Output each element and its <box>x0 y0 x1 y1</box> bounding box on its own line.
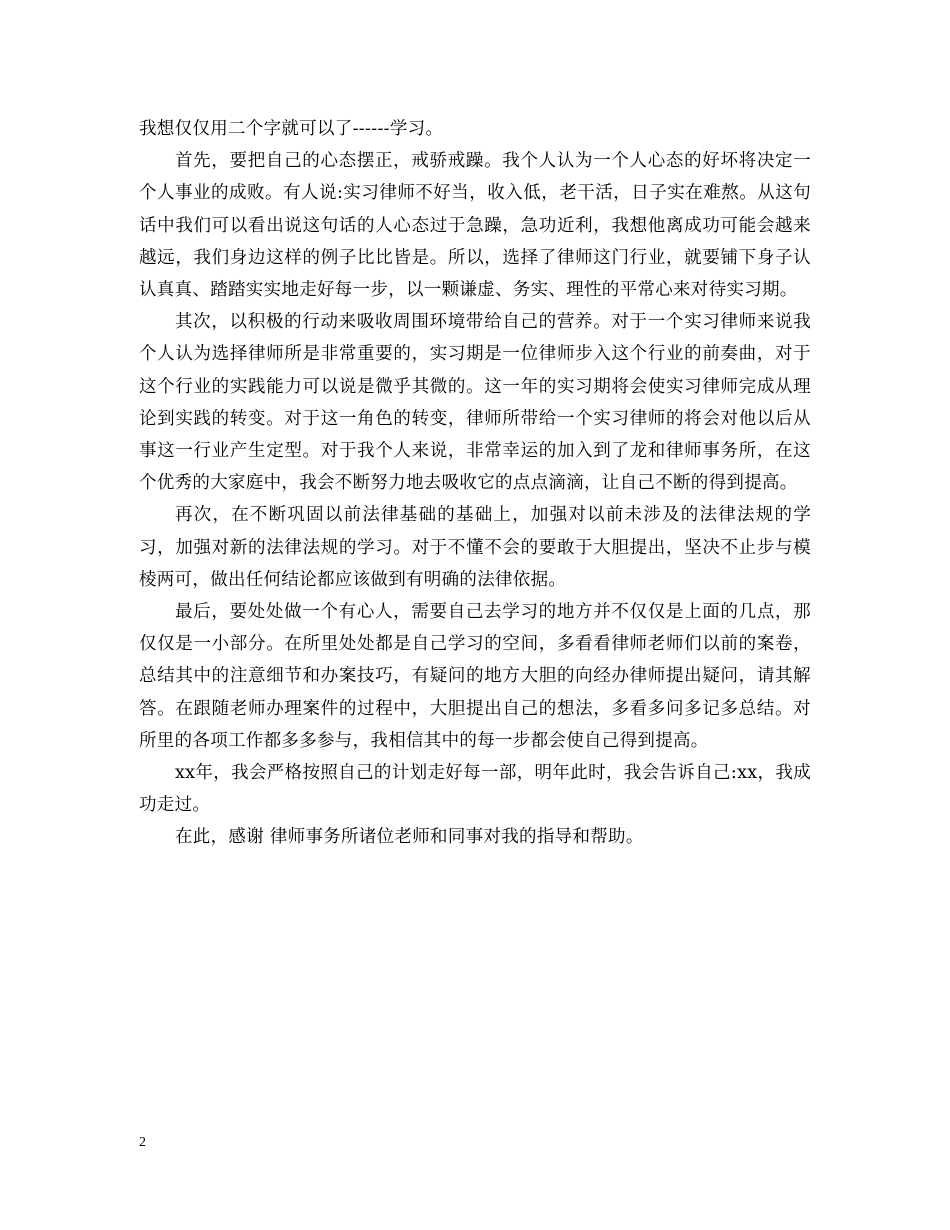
paragraph-first: 首先，要把自己的心态摆正，戒骄戒躁。我个人认为一个人心态的好坏将决定一个人事业的成败。有人说:实习律师不好当，收入低，老干活，日子实在难熬。从这句话中我们可以看出说这句话的人心态过于急躁，急功近利，我想他离成功可能会越来越远，我们身边这样的例子比比皆是。所以，选择了律师这门行业，就要铺下身子认认真真、踏踏实实地走好每一步，以一颗谦虚、务实、理性的平常心来对待实习期。 <box>139 151 811 301</box>
paragraph-thanks: 在此，感谢 律师事务所诸位老师和同事对我的指导和帮助。 <box>175 827 644 848</box>
paragraph-second: 其次，以积极的行动来吸收周围环境带给自己的营养。对于一个实习律师来说我个人认为选择律师所是非常重要的，实习期是一位律师步入这个行业的前奏曲，对于这个行业的实践能力可以说是微乎其微的。这一年的实习期将会使实习律师完成从理论到实践的转变。对于这一角色的转变，律师所带给一个实习律师的将会对他以后从事这一行业产生定型。对于我个人来说，非常幸运的加入到了龙和律师事务所，在这个优秀的大家庭中，我会不断努力地去吸收它的点点滴滴，让自己不断的得到提高。 <box>139 312 811 494</box>
paragraph-last: 最后，要处处做一个有心人，需要自己去学习的地方并不仅仅是上面的几点，那仅仅是一小部分。在所里处处都是自己学习的空间，多看看律师老师们以前的案卷，总结其中的注意细节和办案技巧，有疑问的地方大胆的向经办律师提出疑问，请其解答。在跟随老师办理案件的过程中，大胆提出自己的想法，多看多问多记多总结。对所里的各项工作都多多参与，我相信其中的每一步都会使自己得到提高。 <box>139 602 811 751</box>
paragraph-plan: xx年，我会严格按照自己的计划走好每一部，明年此时，我会告诉自己:xx，我成功走过。 <box>139 763 811 816</box>
page-number: 2 <box>139 1135 146 1150</box>
document-body <box>139 113 811 854</box>
paragraph-intro: 我想仅仅用二个字就可以了------学习。 <box>139 119 444 139</box>
paragraph-third: 再次，在不断巩固以前法律基础的基础上，加强对以前未涉及的法律法规的学习，加强对新的法律法规的学习。对于不懂不会的要敢于大胆提出，坚决不止步与模棱两可，做出任何结论都应该做到有明确的法律依据。 <box>139 505 811 590</box>
